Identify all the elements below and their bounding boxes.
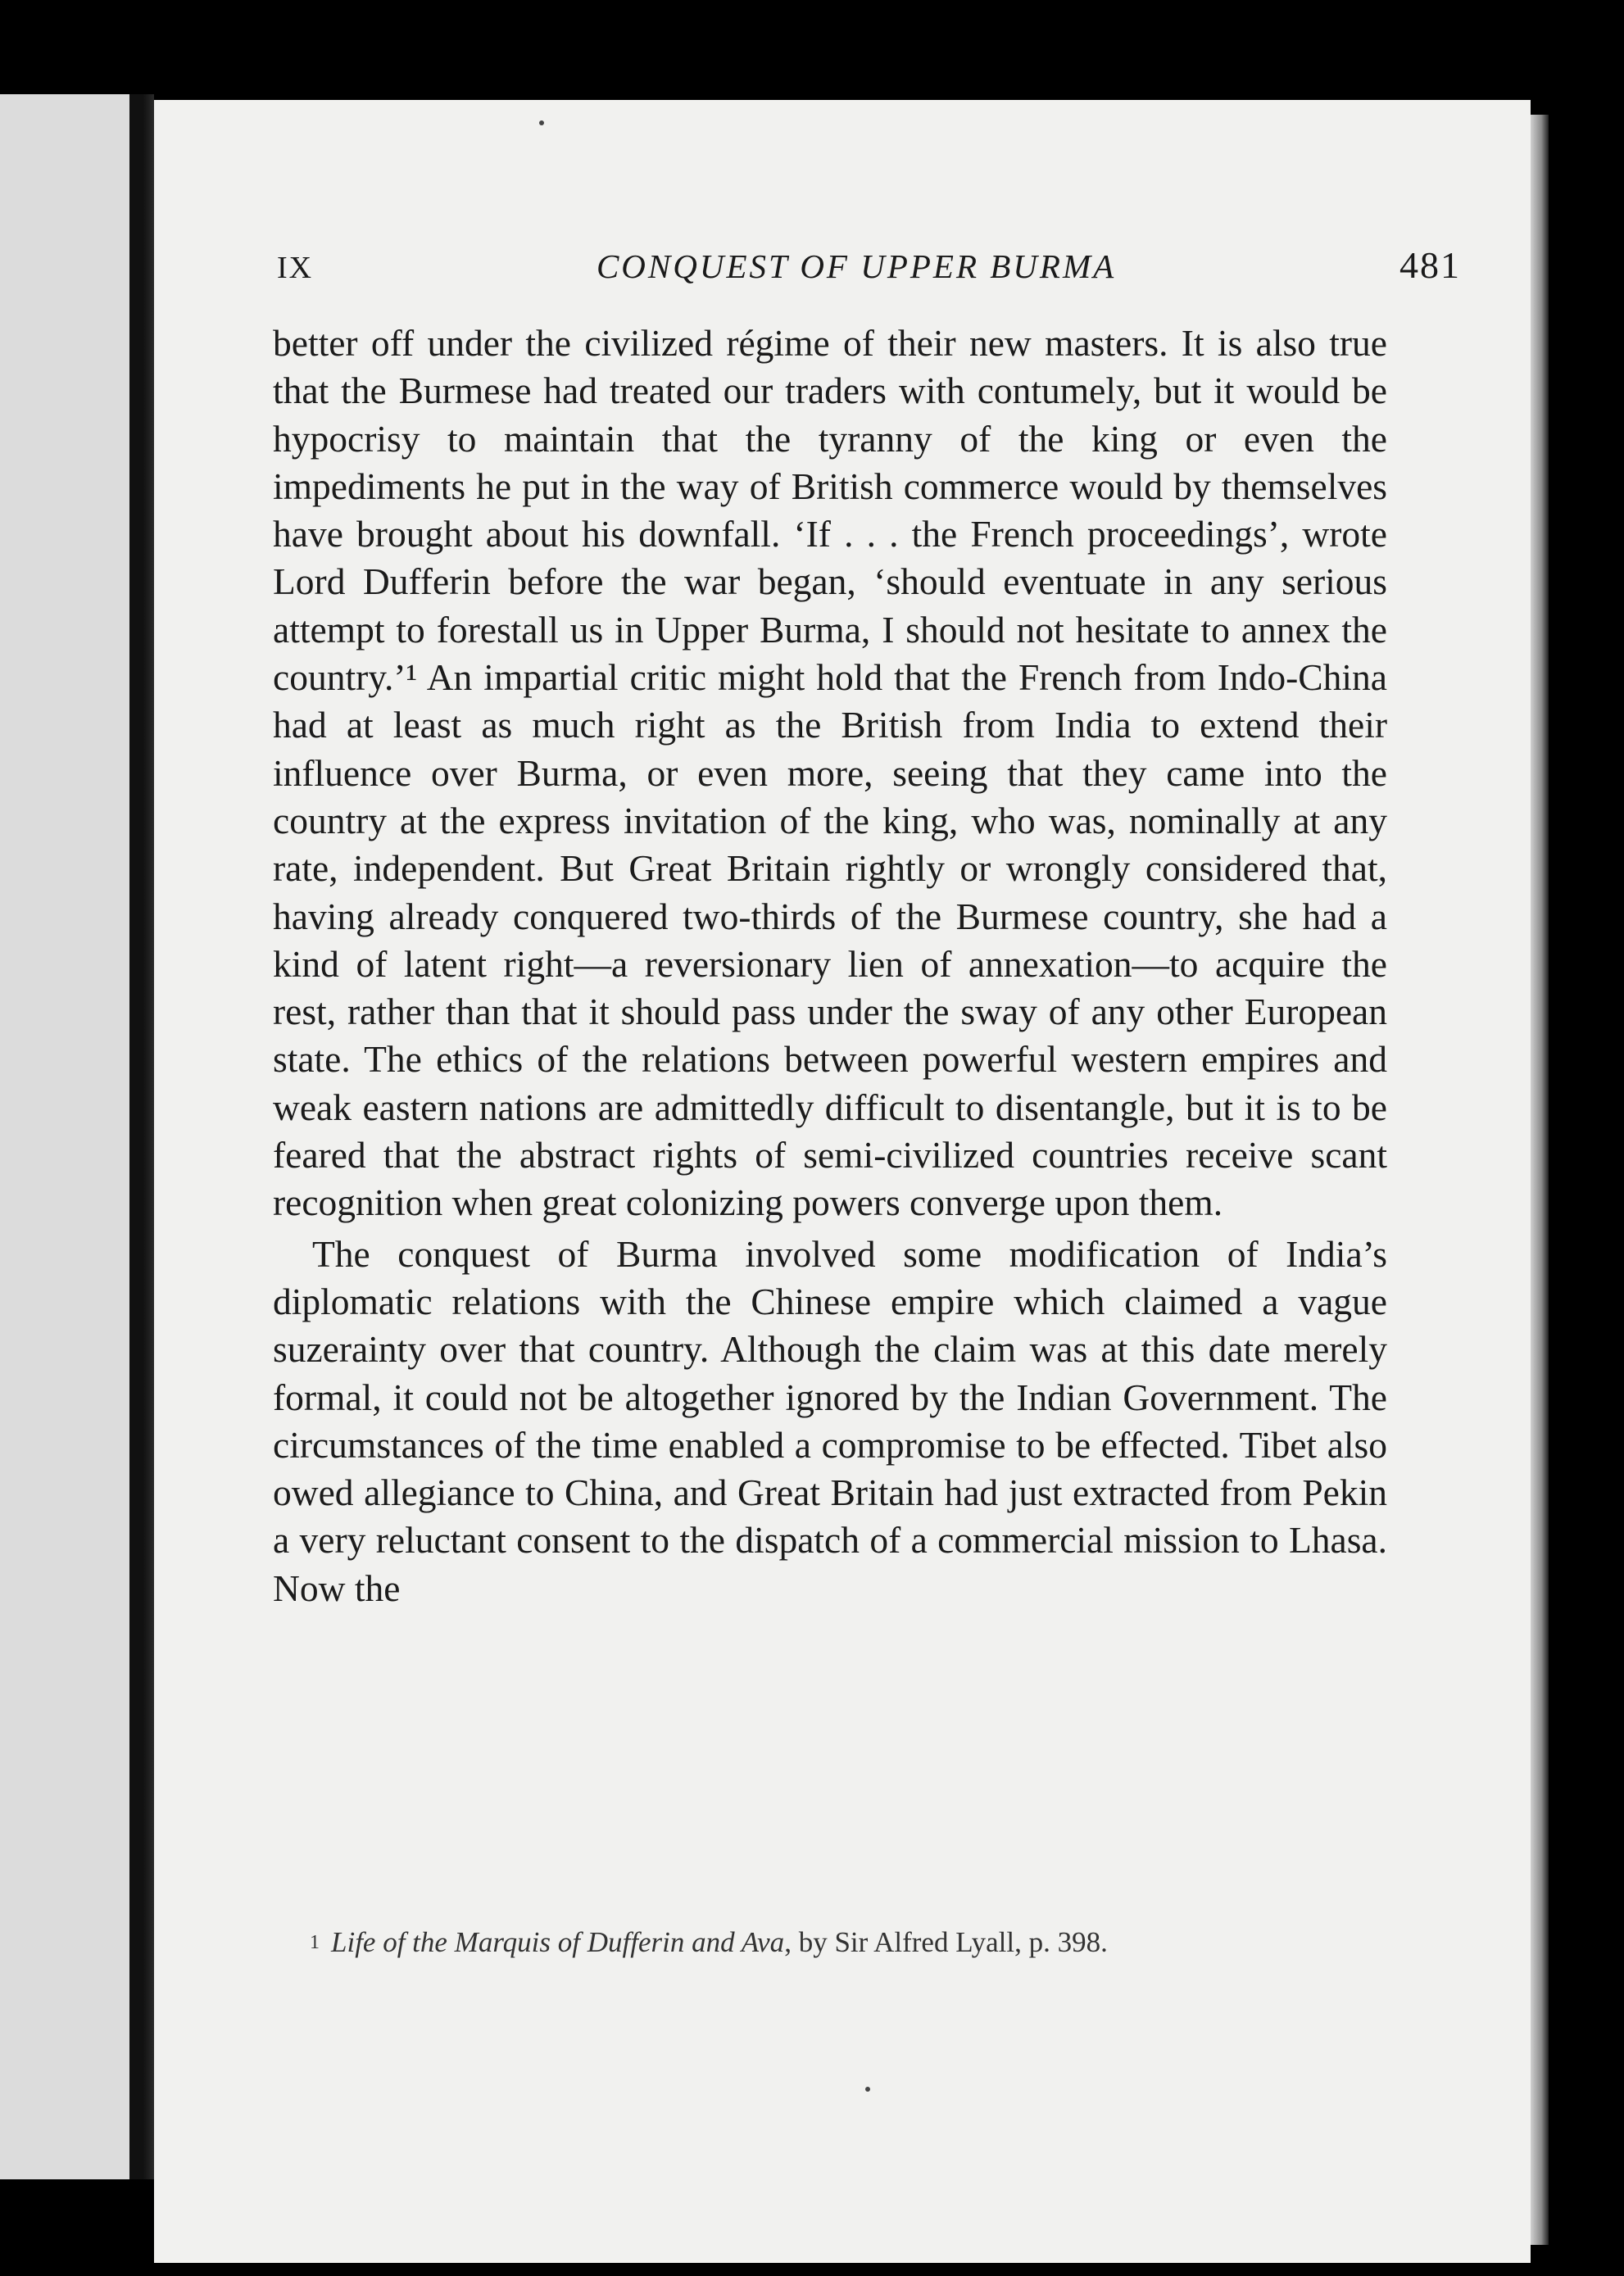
footnote [273, 1925, 1387, 1960]
paragraph-2: The conquest of Burma involved some modification of India’s diplomatic relations with the Chinese empire which claimed a vague suzerainty over that country. Although the claim was at this date merely formal, it could not be altogether ignored by the Indian Government. The circumstances of the time enabled a compromise to be effected. Tibet also owed allegiance to China, and Great Britain had just extracted from Pekin a very reluctant consent to the dispatch of a commercial mission to Lhasa. Now the [273, 1232, 1387, 1609]
book-gutter [129, 94, 154, 2179]
chapter-number: IX [277, 251, 314, 285]
footnote-citation: , by Sir Alfred Lyall, p. 398. [784, 1926, 1108, 1958]
running-header [277, 243, 1461, 309]
left-page-fragment [0, 94, 143, 2179]
paragraph-1: better off under the civilized régime of their new masters. It is also true that the Burmese had treated our traders with contumely, but it would be hypocrisy to maintain that the tyranny of the king or even the impediments he put in the way of British commerce would by themselves have brought about his downfall. ‘If . . . the French proceedings’, wrote Lord Dufferin before the war began, ‘should eventuate in any serious attempt to forestall us in Upper Burma, I should not hesitate to annex the country.’¹ An impartial critic might hold that the French from Indo-China had at least as much right as the British from India to extend their influence over Burma, or even more, seeing that they came into the country at the express invitation of the king, who was, nominally at any rate, independent. But Great Britain rightly or wrongly considered that, having already conquered two-thirds of the Burmese country, she had a kind of latent right—a reversionary lien of annexation—to acquire the rest, rather than that it should pass under the sway of any other European state. The ethics of the relations between powerful western empires and weak eastern nations are admittedly difficult to disentangle, but it is to be feared that the abstract rights of semi-civilized countries receive scant recognition when great colonizing powers converge upon them. [273, 322, 1387, 1224]
dust-speck [865, 2087, 870, 2092]
dust-speck [539, 120, 544, 125]
footnote-text [273, 1925, 1387, 1960]
footnote-marker: 1 [310, 1932, 320, 1953]
footnote-book-title: Life of the Marquis of Dufferin and Ava [331, 1926, 785, 1958]
book-page [154, 100, 1531, 2263]
page-number: 481 [1399, 244, 1461, 286]
page-edge-shadow [1531, 115, 1549, 2245]
running-title: CONQUEST OF UPPER BURMA [596, 247, 1117, 285]
body-text [273, 320, 1387, 1612]
